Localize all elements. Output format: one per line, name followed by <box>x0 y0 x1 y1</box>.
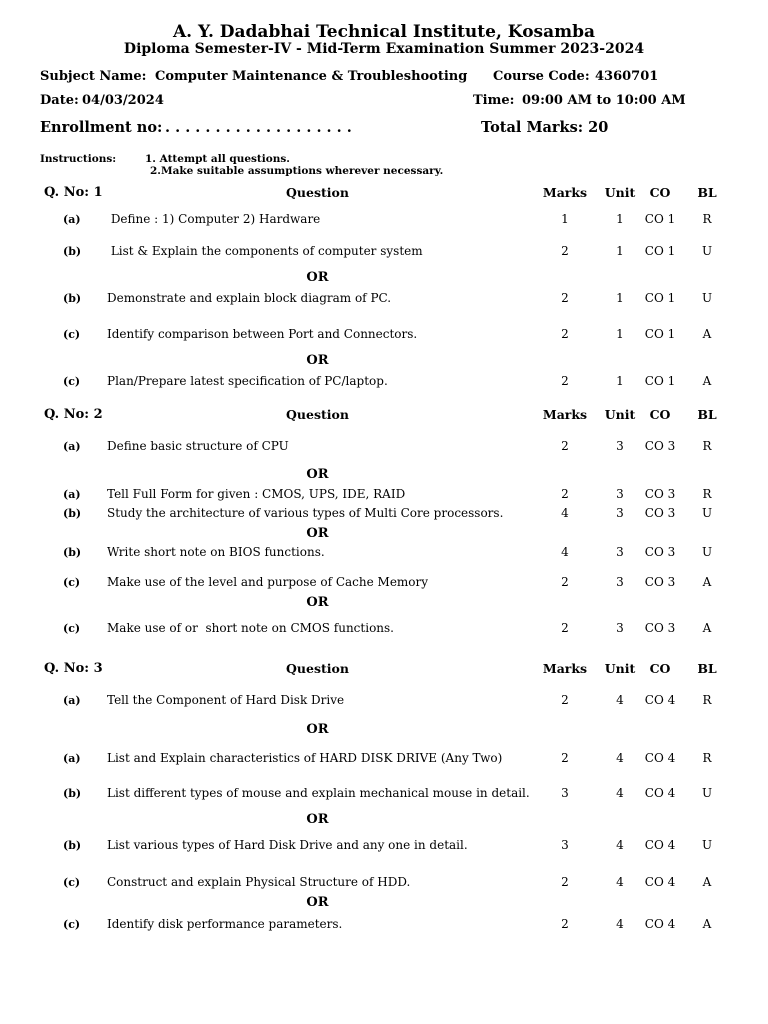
question-text: Make use of the level and purpose of Cache Memory <box>107 575 429 589</box>
marks-value: 2 <box>561 291 569 305</box>
or-separator: OR <box>306 895 329 910</box>
co-value: CO 1 <box>644 212 676 226</box>
co-value: CO 3 <box>644 506 676 520</box>
unit-value: 3 <box>616 487 624 501</box>
instructions-label: Instructions: <box>40 153 117 165</box>
enrollment-blank: . . . . . . . . . . . . . . . . . . . <box>165 119 352 136</box>
bl-value: A <box>702 327 712 341</box>
question-part-label: (c) <box>63 375 81 388</box>
question-text: Demonstrate and explain block diagram of PC. <box>107 291 392 305</box>
bl-value: U <box>701 506 713 520</box>
question-part-label: (b) <box>63 787 82 800</box>
question-number: Q. No: 1 <box>44 185 103 200</box>
co-value: CO 1 <box>644 374 676 388</box>
question-part-label: (b) <box>63 292 82 305</box>
or-separator: OR <box>306 353 329 368</box>
question-part-label: (a) <box>63 694 81 707</box>
question-part-label: (a) <box>63 440 81 453</box>
unit-value: 4 <box>616 751 624 765</box>
co-value: CO 4 <box>644 875 676 889</box>
unit-value: 3 <box>616 621 624 635</box>
marks-value: 2 <box>561 374 569 388</box>
question-text: List various types of Hard Disk Drive and any one in detail. <box>107 838 468 852</box>
co-value: CO 1 <box>644 291 676 305</box>
marks-value: 2 <box>561 439 569 453</box>
marks-value: 4 <box>561 506 569 520</box>
unit-column-header: Unit <box>604 407 636 422</box>
course-code-value: 4360701 <box>595 69 659 84</box>
co-value: CO 3 <box>644 439 676 453</box>
question-column-header: Question <box>286 185 349 200</box>
marks-value: 3 <box>561 786 569 800</box>
enrollment-label: Enrollment no: <box>40 119 163 136</box>
marks-value: 4 <box>561 545 569 559</box>
unit-value: 4 <box>616 693 624 707</box>
question-column-header: Question <box>286 661 349 676</box>
question-column-header: Question <box>286 407 349 422</box>
question-number: Q. No: 3 <box>44 661 103 676</box>
marks-value: 2 <box>561 751 569 765</box>
marks-value: 2 <box>561 693 569 707</box>
marks-value: 2 <box>561 575 569 589</box>
question-part-label: (a) <box>63 488 81 501</box>
co-value: CO 3 <box>644 575 676 589</box>
question-part-label: (b) <box>63 839 82 852</box>
total-marks: Total Marks: 20 <box>481 119 609 136</box>
question-text: Tell the Component of Hard Disk Drive <box>107 693 345 707</box>
bl-value: R <box>702 751 712 765</box>
co-value: CO 4 <box>644 917 676 931</box>
unit-column-header: Unit <box>604 185 636 200</box>
bl-value: A <box>702 374 712 388</box>
unit-value: 4 <box>616 917 624 931</box>
bl-value: U <box>701 244 713 258</box>
course-code-label: Course Code: <box>493 69 590 84</box>
marks-value: 3 <box>561 838 569 852</box>
bl-column-header: BL <box>697 185 717 200</box>
co-value: CO 4 <box>644 751 676 765</box>
marks-column-header: Marks <box>542 185 588 200</box>
co-column-header: CO <box>649 407 671 422</box>
question-text: Make use of or short note on CMOS functions. <box>107 621 394 635</box>
marks-value: 2 <box>561 621 569 635</box>
unit-value: 3 <box>616 439 624 453</box>
co-column-header: CO <box>649 185 671 200</box>
institute-title: A. Y. Dadabhai Technical Institute, Kosamba <box>172 22 596 42</box>
question-text: Define basic structure of CPU <box>107 439 289 453</box>
co-value: CO 4 <box>644 693 676 707</box>
question-text: List & Explain the components of computer system <box>107 244 423 258</box>
marks-value: 2 <box>561 917 569 931</box>
exam-title: Diploma Semester-IV - Mid-Term Examination Summer 2023-2024 <box>123 41 645 57</box>
co-value: CO 4 <box>644 838 676 852</box>
instruction-2: 2.Make suitable assumptions wherever necessary. <box>150 165 444 177</box>
marks-value: 2 <box>561 244 569 258</box>
co-value: CO 3 <box>644 545 676 559</box>
question-part-label: (b) <box>63 546 82 559</box>
bl-value: U <box>701 838 713 852</box>
or-separator: OR <box>306 595 329 610</box>
date-label: Date: <box>40 93 79 108</box>
unit-column-header: Unit <box>604 661 636 676</box>
date-value: 04/03/2024 <box>82 93 164 108</box>
co-value: CO 1 <box>644 327 676 341</box>
marks-value: 1 <box>561 212 569 226</box>
question-text: Define : 1) Computer 2) Hardware <box>107 212 321 226</box>
bl-value: A <box>702 875 712 889</box>
unit-value: 3 <box>616 545 624 559</box>
question-text: Identify comparison between Port and Connectors. <box>107 327 418 341</box>
question-text: Identify disk performance parameters. <box>107 917 343 931</box>
question-text: Plan/Prepare latest specification of PC/laptop. <box>107 374 388 388</box>
question-part-label: (a) <box>63 752 81 765</box>
unit-value: 1 <box>616 374 624 388</box>
co-value: CO 1 <box>644 244 676 258</box>
question-text: List and Explain characteristics of HARD DISK DRIVE (Any Two) <box>107 751 503 765</box>
or-separator: OR <box>306 722 329 737</box>
or-separator: OR <box>306 526 329 541</box>
time-label: Time: <box>473 93 515 108</box>
question-part-label: (b) <box>63 245 82 258</box>
co-value: CO 3 <box>644 487 676 501</box>
bl-value: U <box>701 291 713 305</box>
marks-value: 2 <box>561 487 569 501</box>
bl-column-header: BL <box>697 661 717 676</box>
unit-value: 3 <box>616 506 624 520</box>
bl-column-header: BL <box>697 407 717 422</box>
bl-value: U <box>701 786 713 800</box>
unit-value: 1 <box>616 212 624 226</box>
bl-value: R <box>702 487 712 501</box>
question-text: Study the architecture of various types of Multi Core processors. <box>107 506 504 520</box>
marks-value: 2 <box>561 875 569 889</box>
question-part-label: (c) <box>63 576 81 589</box>
co-column-header: CO <box>649 661 671 676</box>
question-part-label: (b) <box>63 507 82 520</box>
or-separator: OR <box>306 270 329 285</box>
or-separator: OR <box>306 467 329 482</box>
unit-value: 4 <box>616 786 624 800</box>
question-part-label: (c) <box>63 876 81 889</box>
bl-value: R <box>702 212 712 226</box>
co-value: CO 4 <box>644 786 676 800</box>
question-part-label: (c) <box>63 918 81 931</box>
question-part-label: (c) <box>63 328 81 341</box>
question-text: Write short note on BIOS functions. <box>107 545 325 559</box>
marks-value: 2 <box>561 327 569 341</box>
unit-value: 1 <box>616 291 624 305</box>
bl-value: U <box>701 545 713 559</box>
question-text: Tell Full Form for given : CMOS, UPS, IDE, RAID <box>107 487 406 501</box>
unit-value: 4 <box>616 875 624 889</box>
question-part-label: (a) <box>63 213 81 226</box>
unit-value: 1 <box>616 327 624 341</box>
subject-value: Computer Maintenance & Troubleshooting <box>155 69 468 84</box>
bl-value: R <box>702 439 712 453</box>
question-text: Construct and explain Physical Structure of HDD. <box>107 875 411 889</box>
co-value: CO 3 <box>644 621 676 635</box>
bl-value: A <box>702 917 712 931</box>
subject-label: Subject Name: <box>40 69 147 84</box>
bl-value: A <box>702 621 712 635</box>
question-part-label: (c) <box>63 622 81 635</box>
time-value: 09:00 AM to 10:00 AM <box>522 93 686 108</box>
question-text: List different types of mouse and explain mechanical mouse in detail. <box>107 786 530 800</box>
bl-value: A <box>702 575 712 589</box>
unit-value: 1 <box>616 244 624 258</box>
unit-value: 4 <box>616 838 624 852</box>
or-separator: OR <box>306 812 329 827</box>
instruction-1: 1. Attempt all questions. <box>145 153 290 165</box>
bl-value: R <box>702 693 712 707</box>
marks-column-header: Marks <box>542 661 588 676</box>
marks-column-header: Marks <box>542 407 588 422</box>
unit-value: 3 <box>616 575 624 589</box>
question-number: Q. No: 2 <box>44 407 103 422</box>
